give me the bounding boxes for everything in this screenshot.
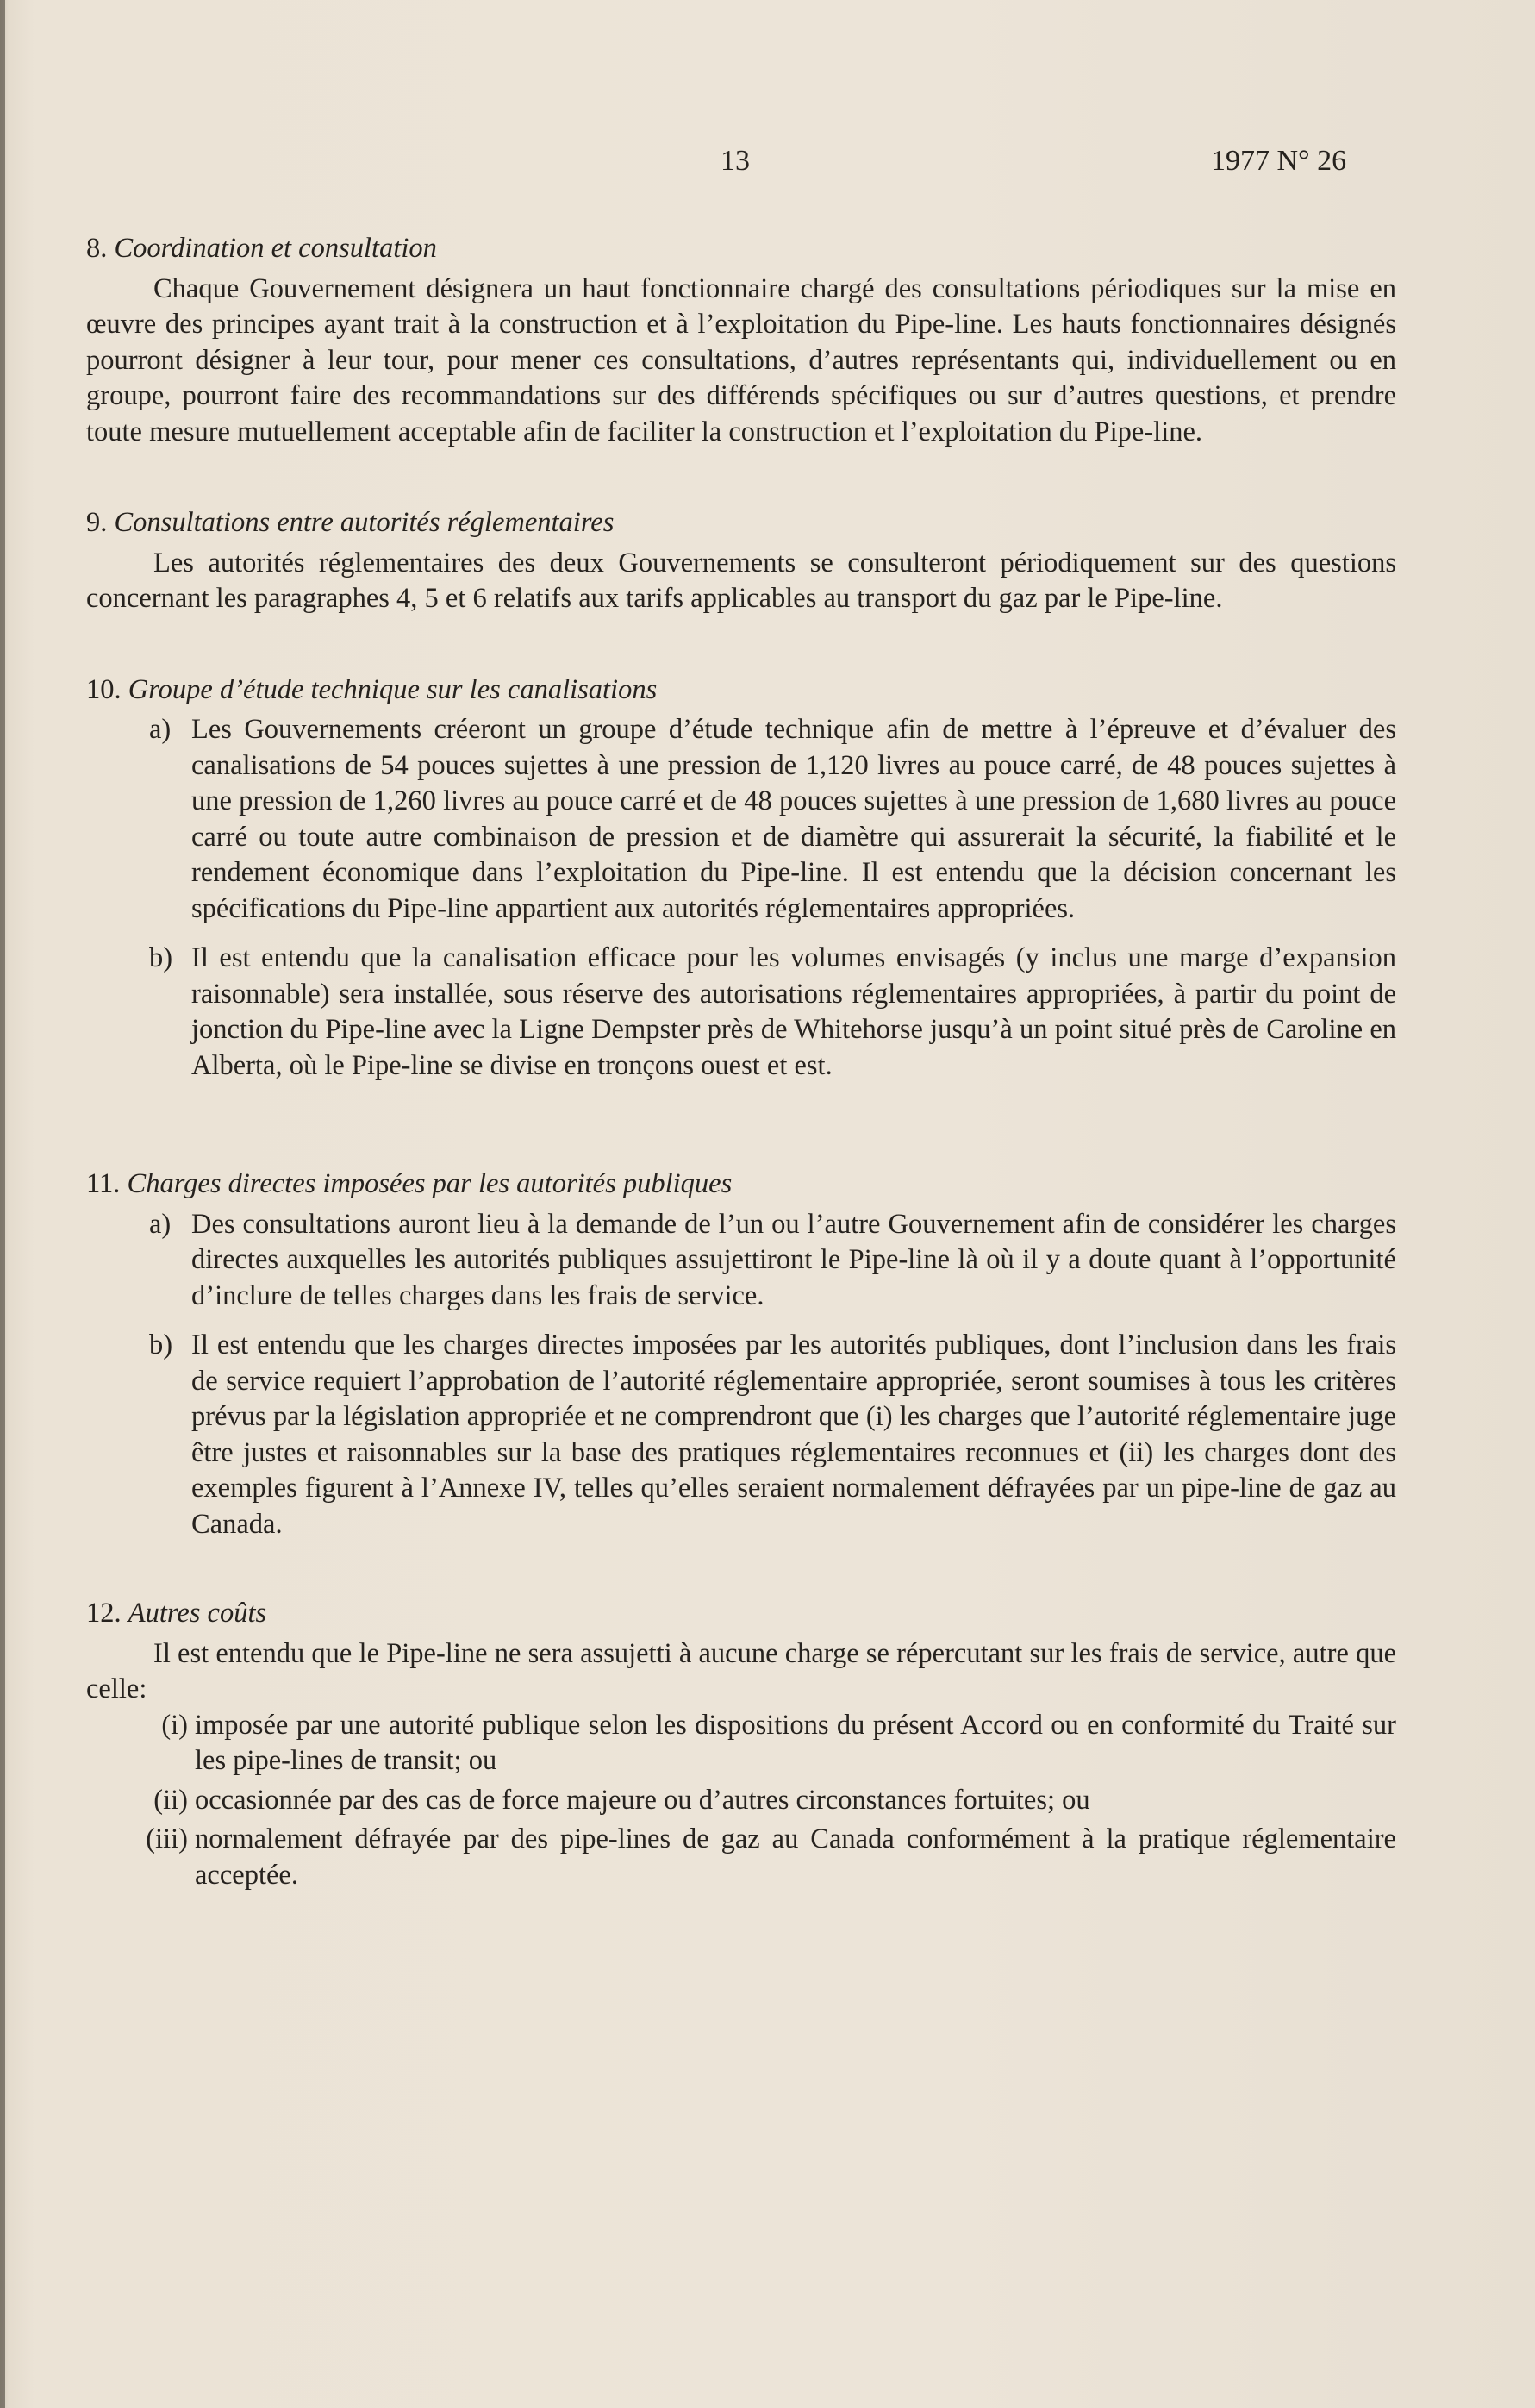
item-label: a) [149,1208,172,1240]
list-item [86,941,1396,1084]
item-label: b) [149,942,173,973]
section-title: Groupe d’étude technique sur les canalisations [128,673,658,705]
section-number: 12. [86,1598,122,1629]
page-number: 13 [721,145,750,177]
list-item [86,1783,1396,1819]
list-item [86,1822,1396,1893]
list-item [86,1207,1396,1315]
item-label: a) [149,714,172,745]
section-title: Autres coûts [128,1598,267,1629]
section-number: 11. [86,1168,121,1199]
section-8 [86,231,1396,450]
section-number: 10. [86,673,122,705]
item-text: normalement défrayée par des pipe-lines de gaz au Canada conformément à la pratique réglementaire acceptée. [195,1823,1396,1891]
section-title: Charges directes imposées par les autorités publiques [127,1168,733,1199]
section-heading [86,505,1396,541]
section-title: Coordination et consultation [114,233,437,264]
section-paragraph: Les autorités réglementaires des deux Gouvernements se consulteront périodiquement sur des questions concernant les paragraphes 4, 5 et 6 relatifs aux tarifs applicables au transport du gaz par le Pipe-line. [86,547,1396,614]
item-text: imposée par une autorité publique selon les dispositions du présent Accord ou en conformité du Traité sur les pipe-lines de transit; ou [195,1709,1396,1776]
section-title: Consultations entre autorités réglementaires [114,507,615,538]
page-header [0,145,1535,188]
item-text: Il est entendu que la canalisation efficace pour les volumes envisagés (y inclus une marge d’expansion raisonnable) sera installée, sous réserve des autorisations réglementaires appropriées, à partir du point de jonction du Pipe-line avec la Ligne Dempster près de Whitehorse jusqu’à un point situé près de Caroline en Alberta, où le Pipe-line se divise en tronçons ouest et est. [191,942,1396,1081]
section-paragraph: Chaque Gouvernement désignera un haut fonctionnaire chargé des consultations périodiques sur la mise en œuvre des principes ayant trait à la construction et à l’exploitation du Pipe-line. Les hauts fonctionnaires désignés pourront désigner à leur tour, pour mener ces consultations, d’autres représentants qui, individuellement ou en groupe, pourront faire des recommandations sur des différends spécifiques ou sur d’autres questions, et prendre toute mesure mutuellement acceptable afin de faciliter la construction et l’exploitation du Pipe-line. [86,272,1396,447]
binding-edge [0,0,5,2408]
document-body [86,231,1396,1897]
document-reference: 1977 N° 26 [1211,145,1347,177]
section-number: 8. [86,233,108,264]
section-paragraph: Il est entendu que le Pipe-line ne sera assujetti à aucune charge se répercutant sur les frais de service, autre que celle: [86,1637,1396,1704]
list-item [86,1328,1396,1542]
section-heading [86,231,1396,267]
section-11 [86,1166,1396,1542]
section-heading [86,672,1396,709]
item-label: (ii) [153,1784,188,1816]
item-label: (i) [161,1709,188,1741]
item-text: Les Gouvernements créeront un groupe d’étude technique afin de mettre à l’épreuve et d’évaluer des canalisations de 54 pouces sujettes à une pression de 1,120 livres au pouce carré, de 48 pouces sujettes à une pression de 1,260 livres au pouce carré et de 48 pouces sujettes à une pression de 1,680 livres au pouce carré ou toute autre combinaison de pression et de diamètre qui assurerait la sécurité, la fiabilité et le rendement économique dans l’exploitation du Pipe-line. Il est entendu que la décision concernant les spécifications du Pipe-line appartient aux autorités réglementaires appropriées. [191,714,1396,924]
list-item [86,1708,1396,1779]
item-label: b) [149,1329,173,1360]
section-heading [86,1596,1396,1632]
section-9 [86,505,1396,617]
item-text: occasionnée par des cas de force majeure ou d’autres circonstances fortuites; ou [195,1784,1090,1816]
section-12 [86,1596,1396,1893]
item-text: Il est entendu que les charges directes imposées par les autorités publiques, dont l’inclusion dans les frais de service requiert l’approbation de l’autorité réglementaire appropriée, seront soumises à tous les critères prévus par la législation appropriée et ne comprendront que (i) les charges que l’autorité réglementaire juge être justes et raisonnables sur la base des pratiques réglementaires reconnues et (ii) les charges dont des exemples figurent à l’Annexe IV, telles qu’elles seraient normalement défrayées par un pipe-line de gaz au Canada. [191,1329,1396,1540]
section-number: 9. [86,507,108,538]
list-item [86,712,1396,927]
section-10 [86,672,1396,1085]
item-text: Des consultations auront lieu à la demande de l’un ou l’autre Gouvernement afin de considérer les charges directes auxquelles les autorités publiques assujettiront le Pipe-line là où il y a doute quant à l’opportunité d’inclure de telles charges dans les frais de service. [191,1208,1396,1311]
item-label: (iii) [146,1823,188,1854]
section-heading [86,1166,1396,1203]
